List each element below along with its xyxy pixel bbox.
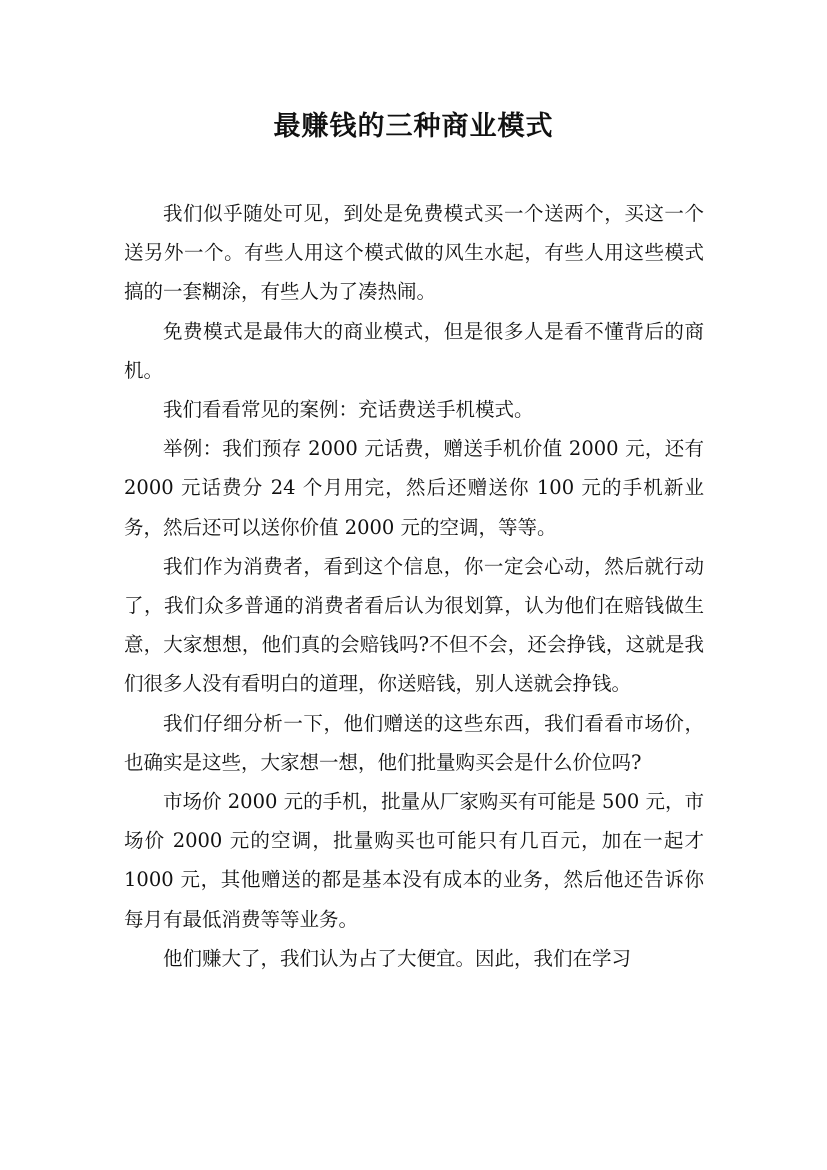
paragraph: 免费模式是最伟大的商业模式，但是很多人是看不懂背后的商机。 [124,319,704,382]
document-body [124,194,704,978]
paragraph: 我们看看常见的案例：充话费送手机模式。 [163,398,534,422]
paragraph: 我们仔细分析一下，他们赠送的这些东西，我们看看市场价，也确实是这些，大家想一想，他们批量购买会是什么价位吗? [124,711,704,774]
paragraph: 我们作为消费者，看到这个信息，你一定会心动，然后就行动了，我们众多普通的消费者看后认为很划算，认为他们在赔钱做生意，大家想想，他们真的会赔钱吗?不但不会，还会挣钱，这就是我们很多人没有看明白的道理，你送赔钱，别人送就会挣钱。 [124,554,704,696]
paragraph: 举例：我们预存 2000 元话费，赠送手机价值 2000 元，还有 2000 元话费分 24 个月用完，然后还赠送你 100 元的手机新业务，然后还可以送你价值 2000 元的空调，等等。 [124,437,704,539]
paragraph: 我们似乎随处可见，到处是免费模式买一个送两个，买这一个送另外一个。有些人用这个模式做的风生水起，有些人用这些模式搞的一套糊涂，有些人为了凑热闹。 [124,202,704,304]
document-title: 最赚钱的三种商业模式 [273,111,554,142]
paragraph: 他们赚大了，我们认为占了大便宜。因此，我们在学习 [163,946,632,970]
paragraph: 市场价 2000 元的手机，批量从厂家购买有可能是 500 元，市场价 2000 元的空调，批量购买也可能只有几百元，加在一起才 1000 元，其他赠送的都是基本没有成本的业务，然后他还告诉你每月有最低消费等等业务。 [124,790,704,931]
